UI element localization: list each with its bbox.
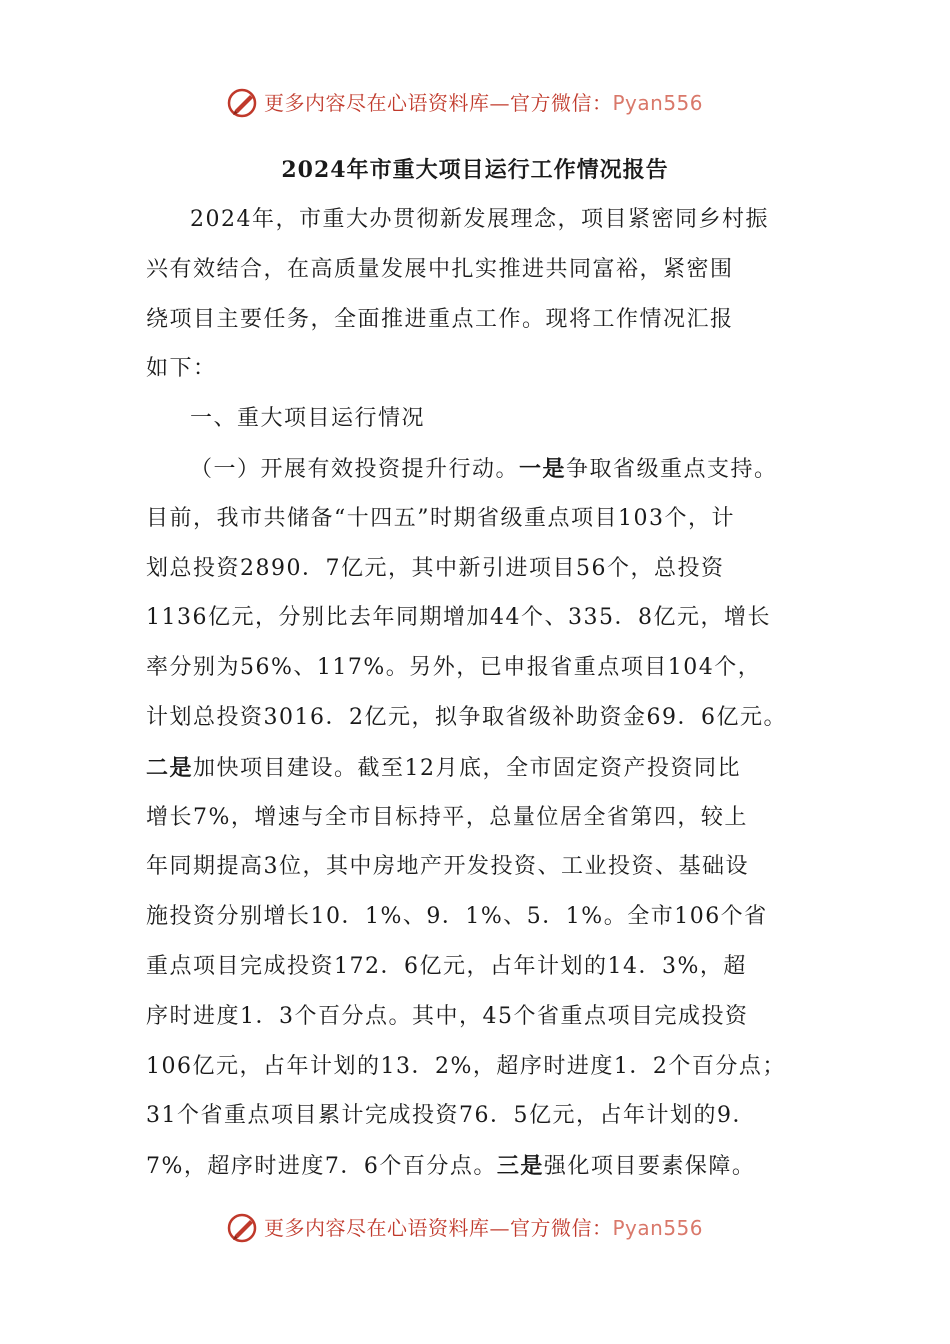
text-segment: 重点项目完成投资172．6亿元，占年计划的14．3%，超 bbox=[146, 954, 747, 979]
text-segment: 增长7%，增速与全市目标持平，总量位居全省第四，较上 bbox=[146, 804, 748, 830]
text-line bbox=[146, 753, 741, 784]
document-title: 2024年市重大项目运行工作情况报告 bbox=[281, 157, 669, 183]
text-line bbox=[146, 852, 749, 882]
text-line bbox=[146, 554, 724, 584]
text-line bbox=[190, 404, 425, 434]
text-segment: 年同期提高3位，其中房地产开发投资、工业投资、基础设 bbox=[146, 854, 749, 880]
text-line bbox=[146, 305, 734, 335]
pen-logo-icon bbox=[226, 1211, 260, 1245]
text-segment: 兴有效结合，在高质量发展中扎实推进共同富裕，紧密围 bbox=[146, 256, 734, 282]
text-line bbox=[146, 803, 748, 833]
text-segment: 施投资分别增长10．1%、9．1%、5．1%。全市106个省 bbox=[146, 904, 768, 930]
text-segment: 率分别为56%、117%。另外，已申报省重点项目104个， bbox=[146, 655, 762, 681]
text-segment: 31个省重点项目累计完成投资76．5亿元，占年计划的9． bbox=[146, 1103, 756, 1129]
text-line bbox=[146, 952, 747, 982]
text-segment: 106亿元，占年计划的13．2%，超序时进度1．2个百分点； bbox=[146, 1053, 786, 1079]
text-segment: 1136亿元，分别比去年同期增加44个、335．8亿元，增长 bbox=[146, 605, 771, 631]
text-line bbox=[146, 703, 787, 733]
text-line bbox=[146, 1002, 749, 1032]
text-line bbox=[146, 653, 761, 683]
text-line bbox=[146, 902, 768, 932]
text-line bbox=[146, 603, 771, 633]
watermark-text: 更多内容尽在心语资料库—官方微信：Pyan556 bbox=[264, 91, 704, 115]
bold-marker: 一是 bbox=[519, 456, 567, 482]
text-segment: 争取省级重点支持。 bbox=[566, 457, 778, 482]
text-line bbox=[146, 1151, 755, 1182]
bold-marker: 三是 bbox=[496, 1153, 544, 1180]
pen-logo-icon bbox=[226, 86, 260, 120]
text-segment: 目前，我市共储备“十四五”时期省级重点项目103个，计 bbox=[146, 505, 735, 531]
text-line bbox=[190, 454, 778, 485]
text-segment: 加快项目建设。截至12月底，全市固定资产投资同比 bbox=[193, 755, 742, 781]
text-segment: 绕项目主要任务，全面推进重点工作。现将工作情况汇报 bbox=[146, 306, 734, 332]
text-segment: 7%，超序时进度7．6个百分点。 bbox=[146, 1154, 497, 1180]
footer-watermark-banner bbox=[0, 1209, 950, 1249]
text-segment: 强化项目要素保障。 bbox=[543, 1154, 756, 1180]
text-line bbox=[146, 1101, 756, 1131]
bold-marker: 二是 bbox=[146, 754, 194, 781]
text-segment: 如下： bbox=[146, 356, 217, 382]
text-segment: 计划总投资3016．2亿元，拟争取省级补助资金69．6亿元。 bbox=[146, 705, 787, 730]
text-segment: 序时进度1．3个百分点。其中，45个省重点项目完成投资 bbox=[146, 1003, 749, 1029]
text-line bbox=[146, 255, 734, 285]
text-line bbox=[146, 354, 217, 384]
header-watermark-banner bbox=[0, 84, 950, 124]
text-line bbox=[190, 205, 769, 235]
text-segment: （一）开展有效投资提升行动。 bbox=[190, 457, 520, 482]
text-segment: 一、重大项目运行情况 bbox=[190, 406, 426, 432]
text-segment: 划总投资2890．7亿元，其中新引进项目56个，总投资 bbox=[146, 555, 725, 581]
text-segment: 2024年，市重大办贯彻新发展理念，项目紧密同乡村振 bbox=[190, 207, 769, 232]
text-line bbox=[146, 504, 735, 534]
watermark-text: 更多内容尽在心语资料库—官方微信：Pyan556 bbox=[264, 1216, 704, 1240]
text-line bbox=[146, 1052, 786, 1082]
